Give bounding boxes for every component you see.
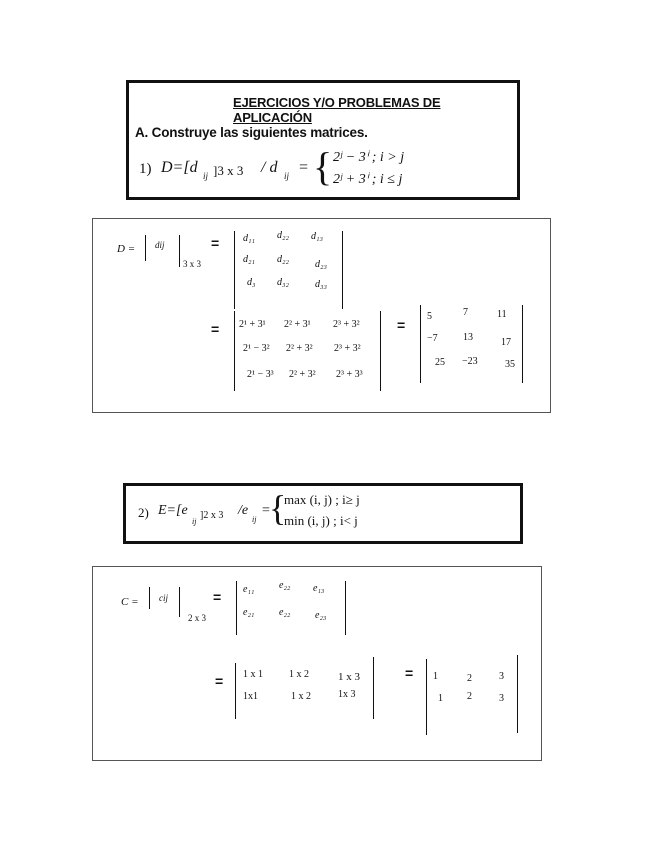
matrix-cell: 2³ + 3³: [336, 369, 363, 380]
matrix-cell: 2¹ + 3¹: [239, 319, 266, 330]
matrix-cell: d₃₃: [315, 279, 327, 290]
matrix-bar-left: [234, 231, 235, 309]
element-symbol: / d: [261, 159, 278, 176]
matrix-name: E=[e: [158, 503, 188, 518]
matrix-cell: −7: [427, 333, 438, 344]
matrix-cell: d₂₂: [277, 254, 289, 265]
matrix-cell: 2² + 3²: [289, 369, 316, 380]
matrix-cell: 1x1: [243, 691, 258, 702]
matrix-size: ]2 x 3: [200, 510, 224, 521]
matrix-cell: 2: [467, 691, 472, 702]
matrix-bar-right: [522, 305, 523, 383]
matrix-cell: 2³ + 3²: [333, 319, 360, 330]
matrix-name: D=[d: [161, 159, 198, 176]
matrix-bar-left: [235, 663, 236, 719]
matrix-cell: 2: [467, 673, 472, 684]
left-brace: {: [269, 488, 287, 528]
matrix-cell: −23: [462, 356, 478, 367]
matrix-cell: 1x 3: [338, 689, 356, 700]
case-2: 2ʲ + 3ⁱ ; i ≤ j: [333, 172, 403, 187]
matrix-size: ]3 x 3: [213, 163, 244, 178]
matrix-cell: e₂₂: [279, 607, 291, 618]
bracket-left: [145, 235, 146, 261]
matrix-cell: e₁₁: [243, 584, 255, 595]
exercise-number: 2): [138, 505, 149, 520]
matrix-cell: 2³ + 3²: [334, 343, 361, 354]
matrix-cell: e₂₁: [243, 607, 255, 618]
matrix-cell: 11: [497, 309, 507, 320]
matrix-cell: 1: [438, 693, 443, 704]
subscript: ij: [192, 517, 197, 526]
matrix-cell: 25: [435, 357, 445, 368]
matrix-cell: 17: [501, 337, 511, 348]
subscript: ij: [252, 515, 257, 524]
equals-sign: =: [215, 673, 224, 689]
bracket-left: [149, 587, 150, 609]
equals-sign: =: [211, 321, 220, 337]
case-1: max (i, j) ; i≥ j: [284, 492, 360, 507]
bracket-right: [179, 587, 180, 617]
matrix-cell: d₃₂: [277, 277, 289, 288]
page-title: EJERCICIOS Y/O PROBLEMAS DE APLICACIÓN: [233, 95, 441, 125]
equals-sign: =: [405, 665, 414, 681]
matrix-cell: 1 x 3: [338, 671, 360, 683]
lhs-label: D =: [117, 243, 136, 255]
subscript: ij: [284, 171, 290, 181]
matrix-cell: 2² + 3²: [286, 343, 313, 354]
matrix-cell: 35: [505, 359, 515, 370]
element-symbol: /e: [238, 503, 249, 518]
matrix-bar-left: [426, 659, 427, 735]
matrix-cell: 1 x 2: [291, 691, 311, 702]
lhs-size: 3 x 3: [183, 259, 201, 269]
matrix-bar-left: [236, 581, 237, 635]
matrix-cell: e₂₂: [279, 580, 291, 591]
equals-sign: =: [299, 159, 309, 176]
solution-box-2: [92, 566, 542, 761]
exercise-2-box: [123, 483, 523, 544]
equals-sign: =: [213, 589, 222, 605]
matrix-cell: 3: [499, 693, 504, 704]
matrix-cell: d₁₃: [311, 231, 323, 242]
matrix-bar-right: [373, 657, 374, 719]
equals-sign: =: [211, 235, 220, 251]
matrix-bar-right: [380, 311, 381, 391]
matrix-cell: 7: [463, 307, 468, 318]
matrix-bar-left: [234, 311, 235, 391]
matrix-cell: 1 x 2: [289, 669, 309, 680]
lhs-element: cij: [159, 593, 168, 603]
matrix-cell: 13: [463, 332, 473, 343]
lhs-label: C =: [121, 596, 139, 608]
matrix-cell: d₂₁: [243, 254, 255, 265]
matrix-cell: e₁₃: [313, 583, 325, 594]
matrix-cell: 2¹ − 3²: [243, 343, 270, 354]
bracket-right: [179, 235, 180, 267]
matrix-cell: d₁₁: [243, 233, 255, 244]
matrix-cell: 5: [427, 311, 432, 322]
matrix-bar-left: [420, 305, 421, 383]
matrix-cell: 1: [433, 671, 438, 682]
case-1: 2ʲ − 3ⁱ ; i > j: [333, 150, 405, 165]
matrix-cell: d₂₃: [315, 259, 327, 270]
equals-sign: =: [262, 503, 270, 518]
matrix-cell: 1 x 1: [243, 669, 263, 680]
subscript: ij: [203, 171, 209, 181]
section-heading: A. Construye las siguientes matrices.: [135, 125, 368, 140]
matrix-cell: d₂₂: [277, 230, 289, 241]
matrix-cell: 2¹ − 3³: [247, 369, 274, 380]
matrix-bar-right: [342, 231, 343, 309]
case-2: min (i, j) ; i< j: [284, 513, 358, 528]
solution-box-1: [92, 218, 551, 413]
matrix-cell: 3: [499, 671, 504, 682]
exercise-number: 1): [139, 161, 152, 177]
left-brace: {: [313, 144, 333, 189]
equals-sign: =: [397, 317, 406, 333]
lhs-element: dij: [155, 240, 165, 250]
matrix-bar-right: [517, 655, 518, 733]
matrix-bar-right: [345, 581, 346, 635]
exercise-header-box: [126, 80, 520, 200]
lhs-size: 2 x 3: [188, 613, 206, 623]
matrix-cell: e₂₃: [315, 610, 327, 621]
matrix-cell: d₃: [247, 277, 256, 288]
matrix-cell: 2² + 3¹: [284, 319, 311, 330]
